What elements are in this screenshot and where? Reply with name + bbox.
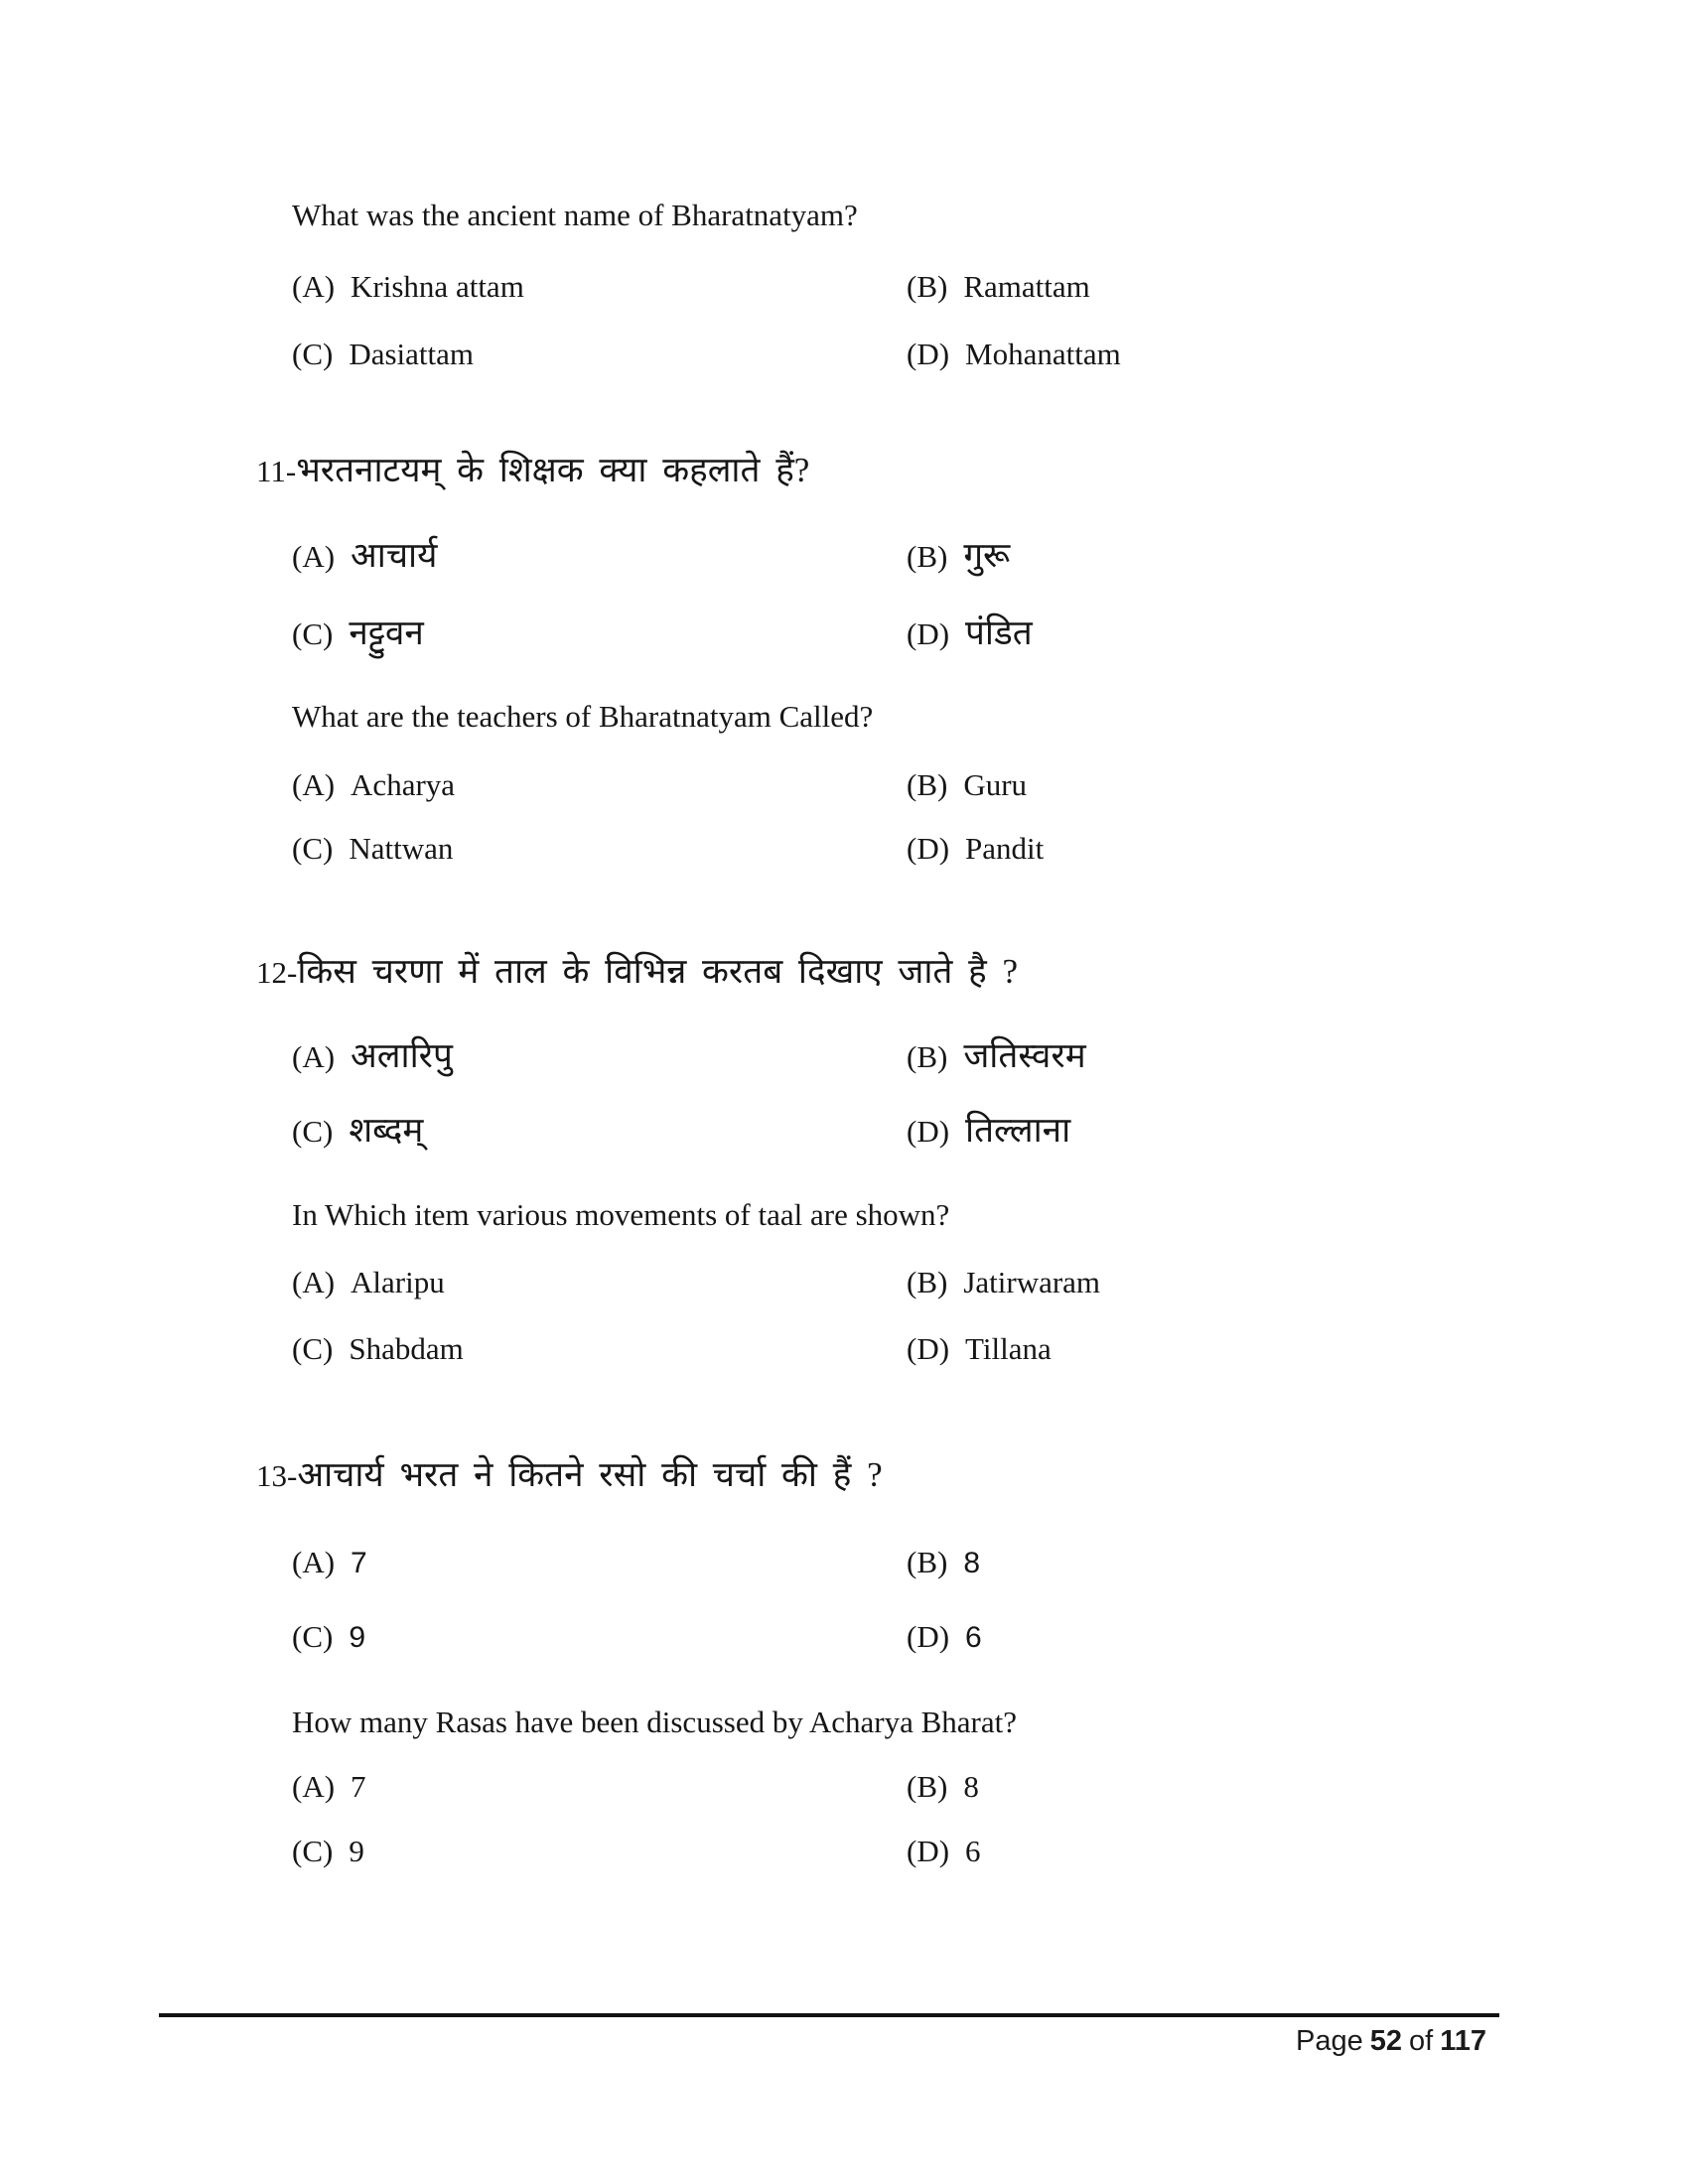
option-d xyxy=(907,830,1044,867)
option-text: तिल्लाना xyxy=(965,1111,1071,1150)
option-d xyxy=(907,1618,982,1656)
option-c xyxy=(292,336,474,372)
option-c xyxy=(292,1330,464,1367)
option-text: 6 xyxy=(965,1834,981,1868)
option-text: 8 xyxy=(963,1547,981,1579)
option-text: Jatirwaram xyxy=(963,1265,1101,1299)
question-body: भरतनाटयम् के शिक्षक क्या कहलाते हैं? xyxy=(296,451,810,489)
option-a xyxy=(292,535,437,577)
question-11-english xyxy=(292,698,873,735)
footer-page-number: 52 xyxy=(1369,2025,1403,2057)
option-label: (B) xyxy=(907,1545,948,1579)
option-d xyxy=(907,1110,1070,1152)
option-c xyxy=(292,1110,423,1152)
option-label: (A) xyxy=(292,269,336,304)
option-d xyxy=(907,336,1121,372)
option-text: Ramattam xyxy=(963,269,1090,304)
option-a xyxy=(292,766,455,803)
option-label: (D) xyxy=(907,1331,950,1366)
option-text: Tillana xyxy=(965,1331,1052,1366)
option-label: (C) xyxy=(292,616,334,651)
question-13-hindi xyxy=(256,1454,883,1496)
option-d xyxy=(907,1330,1052,1367)
option-label: (A) xyxy=(292,1545,336,1579)
option-text: नट्टुवन xyxy=(349,614,424,652)
option-a xyxy=(292,1035,453,1077)
option-b xyxy=(907,1035,1086,1077)
footer-page-label: Page xyxy=(1296,2025,1363,2057)
option-text: अलारिपु xyxy=(351,1036,453,1075)
option-label: (C) xyxy=(292,1114,334,1149)
option-label: (B) xyxy=(907,1769,948,1804)
page-footer xyxy=(1296,2025,1486,2058)
option-b xyxy=(907,1544,980,1581)
option-label: (A) xyxy=(292,1265,336,1299)
option-a xyxy=(292,1264,445,1300)
option-label: (C) xyxy=(292,831,334,866)
footer-of-label: of xyxy=(1409,2025,1434,2057)
option-text: Alaripu xyxy=(351,1265,445,1299)
option-label: (D) xyxy=(907,337,950,371)
option-c xyxy=(292,613,424,654)
question-body: In Which item various movements of taal are shown? xyxy=(292,1197,950,1232)
question-12-hindi xyxy=(256,951,1018,993)
option-b xyxy=(907,1768,979,1805)
question-12-english xyxy=(292,1196,949,1233)
option-label: (B) xyxy=(907,539,948,574)
option-label: (A) xyxy=(292,1769,336,1804)
question-number: 13- xyxy=(256,1458,298,1493)
option-label: (B) xyxy=(907,1265,948,1299)
option-text: 9 xyxy=(349,1834,364,1868)
option-text: Acharya xyxy=(351,767,456,802)
option-text: Dasiattam xyxy=(349,337,475,371)
option-label: (B) xyxy=(907,269,948,304)
option-a xyxy=(292,1544,367,1581)
option-text: 6 xyxy=(965,1621,982,1654)
option-text: Krishna attam xyxy=(351,269,524,304)
footer-total-pages: 117 xyxy=(1440,2025,1486,2057)
option-a xyxy=(292,1768,366,1805)
option-c xyxy=(292,1833,364,1869)
option-text: 8 xyxy=(963,1769,979,1804)
option-text: Nattwan xyxy=(349,831,454,866)
option-text: Guru xyxy=(963,767,1028,802)
option-label: (D) xyxy=(907,1114,950,1149)
option-label: (A) xyxy=(292,1039,336,1074)
option-label: (D) xyxy=(907,1834,950,1868)
option-label: (D) xyxy=(907,831,950,866)
option-c xyxy=(292,1618,365,1656)
option-text: पंडित xyxy=(965,614,1033,652)
option-text: 9 xyxy=(349,1621,366,1654)
option-text: 7 xyxy=(351,1769,366,1804)
option-text: Pandit xyxy=(965,831,1045,866)
option-text: जतिस्वरम xyxy=(963,1036,1086,1075)
option-label: (A) xyxy=(292,767,336,802)
question-body: किस चरणा में ताल के विभिन्न करतब दिखाए जाते है ? xyxy=(297,952,1018,991)
option-text: आचार्य xyxy=(351,536,438,575)
option-label: (B) xyxy=(907,767,948,802)
option-b xyxy=(907,535,1010,577)
option-label: (D) xyxy=(907,616,950,651)
option-label: (A) xyxy=(292,539,336,574)
footer-divider-line xyxy=(159,2013,1499,2017)
question-body: What was the ancient name of Bharatnatyam? xyxy=(292,198,858,232)
option-d xyxy=(907,613,1033,654)
option-label: (D) xyxy=(907,1619,950,1654)
option-c xyxy=(292,830,453,867)
question-number: 11- xyxy=(256,454,297,488)
question-number: 12- xyxy=(256,955,298,990)
option-text: गुरू xyxy=(963,536,1011,575)
option-b xyxy=(907,268,1090,305)
question-body: How many Rasas have been discussed by Acharya Bharat? xyxy=(292,1705,1017,1739)
option-label: (C) xyxy=(292,1619,334,1654)
option-text: 7 xyxy=(351,1547,367,1579)
option-label: (B) xyxy=(907,1039,948,1074)
option-text: Mohanattam xyxy=(965,337,1121,371)
question-body: What are the teachers of Bharatnatyam Called? xyxy=(292,699,874,734)
option-b xyxy=(907,766,1027,803)
option-a xyxy=(292,268,524,305)
option-b xyxy=(907,1264,1100,1300)
option-label: (C) xyxy=(292,1834,334,1868)
question-11-hindi xyxy=(256,450,809,491)
option-text: शब्दम् xyxy=(349,1111,424,1150)
question-text xyxy=(292,197,858,233)
option-label: (C) xyxy=(292,337,334,371)
option-d xyxy=(907,1833,981,1869)
question-body: आचार्य भरत ने कितने रसो की चर्चा की हैं ? xyxy=(297,1455,883,1494)
option-text: Shabdam xyxy=(349,1331,464,1366)
question-13-english xyxy=(292,1704,1017,1740)
option-label: (C) xyxy=(292,1331,334,1366)
